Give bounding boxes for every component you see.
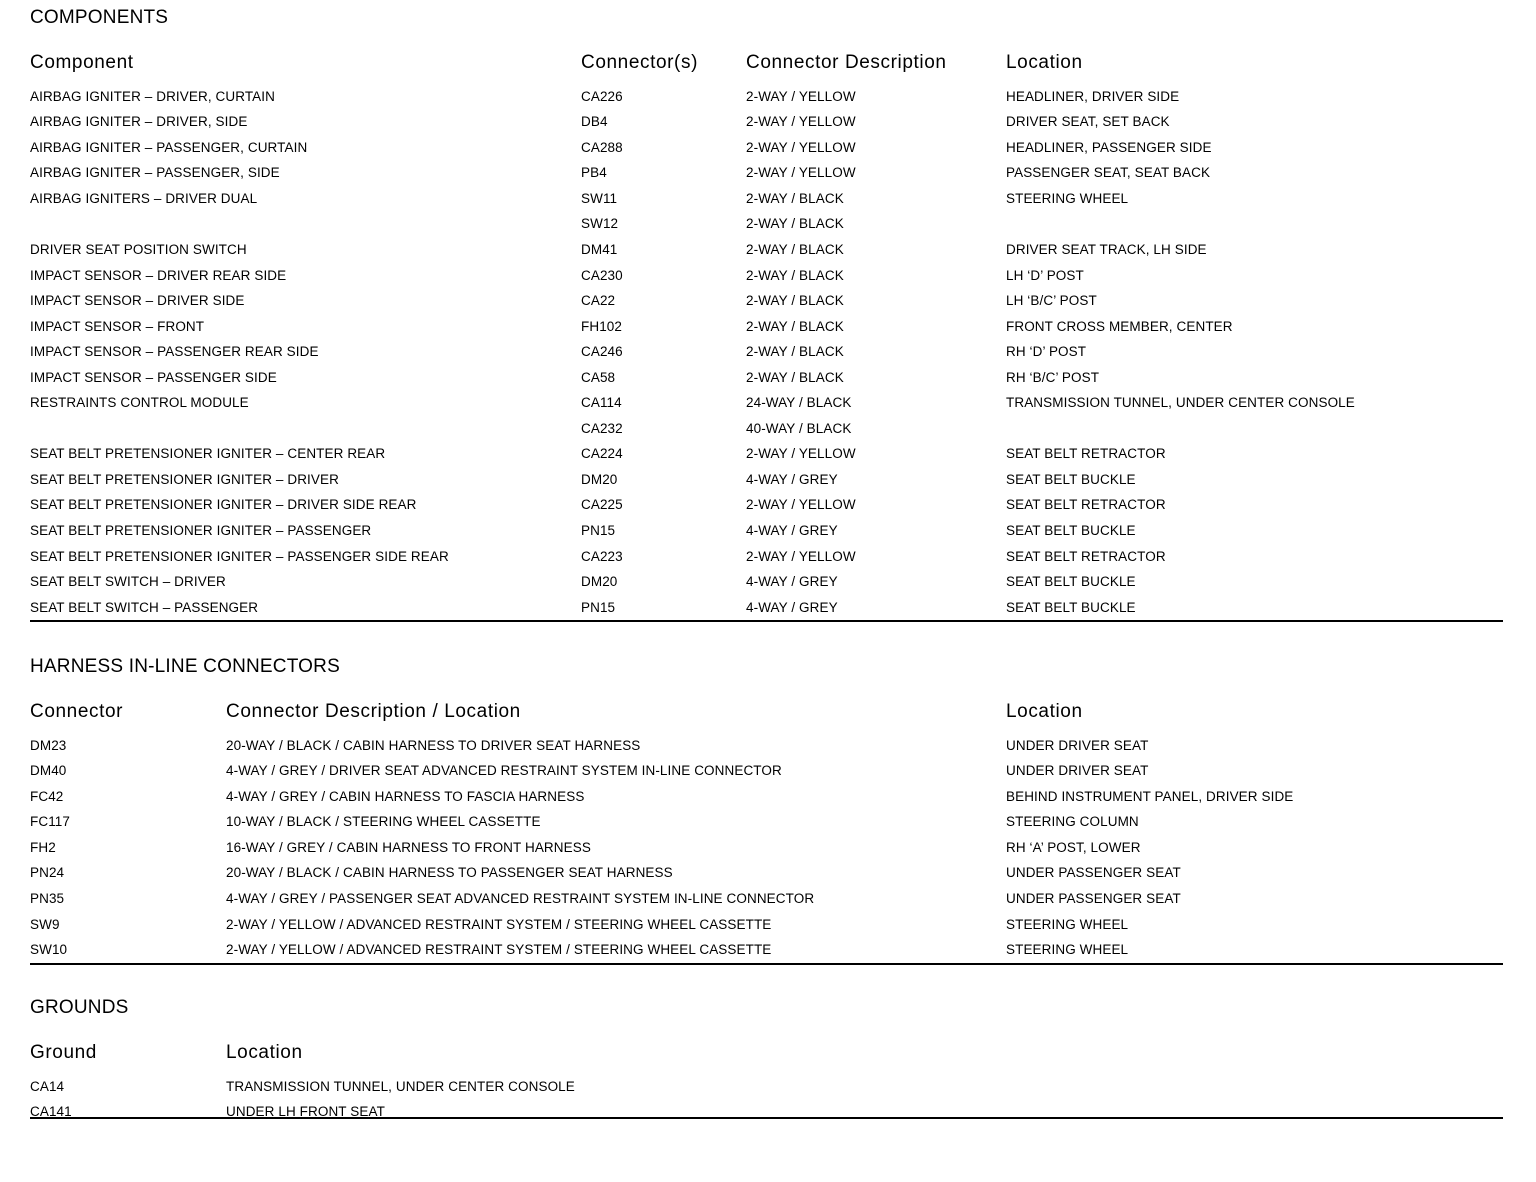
grounds-header-row	[30, 1034, 1503, 1066]
location-cell: SEAT BELT BUCKLE	[1006, 574, 1136, 590]
harness-table	[30, 693, 1503, 962]
location-cell: BEHIND INSTRUMENT PANEL, DRIVER SIDE	[1006, 788, 1294, 804]
connector-cell: CA22	[581, 293, 616, 309]
components-section	[30, 8, 1503, 620]
connector-description-cell: 4-WAY / GREY	[746, 471, 838, 487]
connector-cell: PN15	[581, 523, 616, 539]
location-cell: RH ‘A’ POST, LOWER	[1006, 839, 1141, 855]
connector-description-cell: 2-WAY / BLACK	[746, 242, 844, 257]
connector-description-cell: 2-WAY / BLACK	[746, 216, 844, 232]
location-cell: TRANSMISSION TUNNEL, UNDER CENTER CONSOLE	[1006, 395, 1355, 411]
harness-section	[30, 657, 1503, 962]
location-cell: PASSENGER SEAT, SEAT BACK	[1006, 165, 1211, 181]
ground-cell: CA14	[30, 1079, 65, 1094]
description-location-cell: 10-WAY / BLACK / STEERING WHEEL CASSETTE	[226, 814, 541, 830]
component-cell: SEAT BELT PRETENSIONER IGNITER – PASSENGER	[30, 523, 372, 539]
location-cell: RH ‘B/C’ POST	[1006, 369, 1100, 385]
location-cell: LH ‘B/C’ POST	[1006, 293, 1097, 309]
column-header-component: Component	[30, 52, 134, 73]
description-location-cell: 20-WAY / BLACK / CABIN HARNESS TO PASSENGER SEAT HARNESS	[226, 865, 673, 881]
connector-cell: DM23	[30, 738, 67, 753]
component-cell: IMPACT SENSOR – PASSENGER REAR SIDE	[30, 344, 319, 360]
location-cell: TRANSMISSION TUNNEL, UNDER CENTER CONSOLE	[226, 1079, 575, 1094]
component-cell: RESTRAINTS CONTROL MODULE	[30, 395, 249, 411]
table-row	[30, 288, 1503, 314]
connector-cell: DM20	[581, 471, 618, 487]
connector-description-cell: 4-WAY / GREY	[746, 523, 838, 539]
connector-description-cell: 2-WAY / BLACK	[746, 344, 844, 360]
table-row	[30, 594, 1503, 620]
component-cell: AIRBAG IGNITER – DRIVER, SIDE	[30, 114, 248, 130]
location-cell: DRIVER SEAT, SET BACK	[1006, 114, 1170, 130]
connector-description-cell: 4-WAY / GREY	[746, 574, 838, 590]
location-cell: SEAT BELT BUCKLE	[1006, 471, 1136, 487]
table-row	[30, 237, 1503, 263]
location-cell	[1006, 211, 1503, 237]
component-cell: IMPACT SENSOR – PASSENGER SIDE	[30, 369, 277, 385]
table-row	[30, 569, 1503, 595]
connector-cell: SW11	[581, 190, 618, 206]
connector-cell: CA225	[581, 497, 623, 513]
column-header-connector-description: Connector Description	[746, 52, 947, 73]
connector-cell: CA230	[581, 267, 623, 283]
connector-description-cell: 2-WAY / BLACK	[746, 293, 844, 309]
column-header-connectors: Connector(s)	[581, 52, 699, 73]
connector-cell: FC117	[30, 814, 71, 830]
connector-description-cell: 2-WAY / YELLOW	[746, 89, 856, 104]
connector-description-cell: 2-WAY / BLACK	[746, 369, 844, 385]
connector-cell: FH102	[581, 318, 623, 334]
column-header-description-location: Connector Description / Location	[226, 701, 521, 722]
location-cell: SEAT BELT BUCKLE	[1006, 599, 1136, 615]
description-location-cell: 20-WAY / BLACK / CABIN HARNESS TO DRIVER SEAT HARNESS	[226, 738, 641, 753]
ground-cell: CA141	[30, 1104, 72, 1120]
location-cell: UNDER PASSENGER SEAT	[1006, 891, 1181, 906]
table-row	[30, 262, 1503, 288]
connector-cell: CA246	[581, 344, 623, 360]
component-cell: SEAT BELT SWITCH – DRIVER	[30, 574, 226, 590]
connector-cell: CA232	[581, 420, 623, 436]
location-cell: HEADLINER, DRIVER SIDE	[1006, 89, 1180, 104]
location-cell: UNDER DRIVER SEAT	[1006, 763, 1149, 779]
table-row	[30, 211, 1503, 237]
component-cell: IMPACT SENSOR – DRIVER REAR SIDE	[30, 267, 287, 283]
harness-rows	[30, 725, 1503, 962]
component-cell: SEAT BELT SWITCH – PASSENGER	[30, 599, 259, 615]
table-row	[30, 160, 1503, 186]
connector-cell: FC42	[30, 788, 64, 804]
table-row	[30, 467, 1503, 493]
location-cell: UNDER LH FRONT SEAT	[226, 1104, 385, 1120]
connector-cell: PB4	[581, 165, 607, 181]
connector-cell: CA224	[581, 446, 623, 462]
connector-cell: FH2	[30, 839, 56, 855]
table-row	[30, 76, 1503, 109]
description-location-cell: 4-WAY / GREY / PASSENGER SEAT ADVANCED RESTRAINT SYSTEM IN-LINE CONNECTOR	[226, 891, 815, 906]
location-cell: STEERING WHEEL	[1006, 190, 1129, 206]
connector-cell: CA223	[581, 548, 623, 564]
components-header-row	[30, 44, 1503, 76]
connector-cell: SW10	[30, 942, 68, 958]
component-cell: SEAT BELT PRETENSIONER IGNITER – DRIVER	[30, 471, 339, 487]
connector-cell: CA114	[581, 395, 622, 411]
location-cell: STEERING WHEEL	[1006, 942, 1129, 958]
column-header-location: Location	[1006, 701, 1083, 722]
connector-cell: SW9	[30, 916, 60, 932]
table-row	[30, 758, 1503, 784]
component-cell	[30, 211, 581, 237]
description-location-cell: 16-WAY / GREY / CABIN HARNESS TO FRONT HARNESS	[226, 839, 591, 855]
column-header-ground: Ground	[30, 1042, 97, 1063]
table-row	[30, 784, 1503, 810]
location-cell: UNDER DRIVER SEAT	[1006, 738, 1149, 753]
connector-description-cell: 2-WAY / BLACK	[746, 267, 844, 283]
table-row	[30, 911, 1503, 937]
connector-cell: PN35	[30, 891, 65, 906]
connector-cell: CA288	[581, 139, 623, 155]
table-row	[30, 390, 1503, 416]
components-table	[30, 44, 1503, 620]
component-cell: SEAT BELT PRETENSIONER IGNITER – DRIVER SIDE REAR	[30, 497, 417, 513]
description-location-cell: 4-WAY / GREY / DRIVER SEAT ADVANCED RESTRAINT SYSTEM IN-LINE CONNECTOR	[226, 763, 782, 779]
table-row	[30, 886, 1503, 912]
table-row	[30, 937, 1503, 963]
grounds-section	[30, 998, 1503, 1125]
table-row	[30, 543, 1503, 569]
connector-cell: DM41	[581, 242, 618, 257]
connector-description-cell: 2-WAY / YELLOW	[746, 446, 856, 462]
connector-description-cell: 2-WAY / YELLOW	[746, 497, 856, 513]
location-cell: HEADLINER, PASSENGER SIDE	[1006, 139, 1212, 155]
connector-description-cell: 4-WAY / GREY	[746, 599, 838, 615]
location-cell: DRIVER SEAT TRACK, LH SIDE	[1006, 242, 1207, 257]
column-header-location: Location	[1006, 52, 1083, 73]
table-row	[30, 109, 1503, 135]
harness-title: HARNESS IN-LINE CONNECTORS	[30, 656, 340, 677]
table-row	[30, 339, 1503, 365]
harness-divider	[30, 963, 1503, 965]
table-row	[30, 725, 1503, 758]
component-cell: SEAT BELT PRETENSIONER IGNITER – CENTER REAR	[30, 446, 386, 462]
grounds-rows	[30, 1066, 1503, 1125]
component-cell: IMPACT SENSOR – FRONT	[30, 318, 205, 334]
harness-header-row	[30, 693, 1503, 725]
component-cell: SEAT BELT PRETENSIONER IGNITER – PASSENGER SIDE REAR	[30, 548, 449, 564]
grounds-title: GROUNDS	[30, 997, 129, 1018]
connector-description-cell: 2-WAY / YELLOW	[746, 114, 856, 130]
location-cell: FRONT CROSS MEMBER, CENTER	[1006, 318, 1233, 334]
location-cell: STEERING COLUMN	[1006, 814, 1139, 830]
connector-cell: DM20	[581, 574, 618, 590]
column-header-connector: Connector	[30, 701, 124, 722]
connector-cell: CA226	[581, 89, 623, 104]
components-rows	[30, 76, 1503, 620]
connector-description-cell: 2-WAY / YELLOW	[746, 165, 856, 181]
connector-description-cell: 2-WAY / BLACK	[746, 318, 844, 334]
components-divider	[30, 620, 1503, 622]
component-cell: IMPACT SENSOR – DRIVER SIDE	[30, 293, 245, 309]
table-row	[30, 809, 1503, 835]
location-cell	[1006, 416, 1503, 442]
table-row	[30, 1099, 1503, 1125]
connector-cell: PN15	[581, 599, 616, 615]
description-location-cell: 2-WAY / YELLOW / ADVANCED RESTRAINT SYSTEM / STEERING WHEEL CASSETTE	[226, 942, 772, 958]
connector-cell: PN24	[30, 865, 65, 881]
description-location-cell: 2-WAY / YELLOW / ADVANCED RESTRAINT SYSTEM / STEERING WHEEL CASSETTE	[226, 916, 772, 932]
component-cell: DRIVER SEAT POSITION SWITCH	[30, 242, 247, 257]
connector-cell: DM40	[30, 763, 67, 779]
table-row	[30, 186, 1503, 212]
table-row	[30, 364, 1503, 390]
location-cell: SEAT BELT RETRACTOR	[1006, 446, 1166, 462]
component-cell: AIRBAG IGNITERS – DRIVER DUAL	[30, 190, 258, 206]
connector-cell: SW12	[581, 216, 619, 232]
location-cell: SEAT BELT BUCKLE	[1006, 523, 1136, 539]
connector-cell: CA58	[581, 369, 616, 385]
table-row	[30, 860, 1503, 886]
connector-description-cell: 24-WAY / BLACK	[746, 395, 852, 411]
description-location-cell: 4-WAY / GREY / CABIN HARNESS TO FASCIA HARNESS	[226, 788, 585, 804]
table-row	[30, 416, 1503, 442]
component-cell	[30, 416, 581, 442]
location-cell: RH ‘D’ POST	[1006, 344, 1087, 360]
component-cell: AIRBAG IGNITER – PASSENGER, CURTAIN	[30, 139, 308, 155]
connector-description-cell: 2-WAY / YELLOW	[746, 139, 856, 155]
grounds-table	[30, 1034, 1503, 1125]
connector-description-cell: 40-WAY / BLACK	[746, 420, 852, 436]
column-header-location: Location	[226, 1042, 303, 1063]
table-row	[30, 135, 1503, 161]
components-title: COMPONENTS	[30, 7, 169, 28]
component-cell: AIRBAG IGNITER – DRIVER, CURTAIN	[30, 89, 275, 104]
table-row	[30, 835, 1503, 861]
table-row	[30, 492, 1503, 518]
table-row	[30, 313, 1503, 339]
location-cell: SEAT BELT RETRACTOR	[1006, 497, 1166, 513]
connector-description-cell: 2-WAY / BLACK	[746, 190, 844, 206]
component-cell: AIRBAG IGNITER – PASSENGER, SIDE	[30, 165, 280, 181]
location-cell: STEERING WHEEL	[1006, 916, 1129, 932]
table-row	[30, 441, 1503, 467]
connector-cell: DB4	[581, 114, 608, 130]
table-row	[30, 518, 1503, 544]
location-cell: SEAT BELT RETRACTOR	[1006, 548, 1166, 564]
table-row	[30, 1066, 1503, 1099]
location-cell: UNDER PASSENGER SEAT	[1006, 865, 1181, 881]
grounds-divider	[30, 1117, 1503, 1119]
location-cell: LH ‘D’ POST	[1006, 267, 1084, 283]
connector-description-cell: 2-WAY / YELLOW	[746, 548, 856, 564]
